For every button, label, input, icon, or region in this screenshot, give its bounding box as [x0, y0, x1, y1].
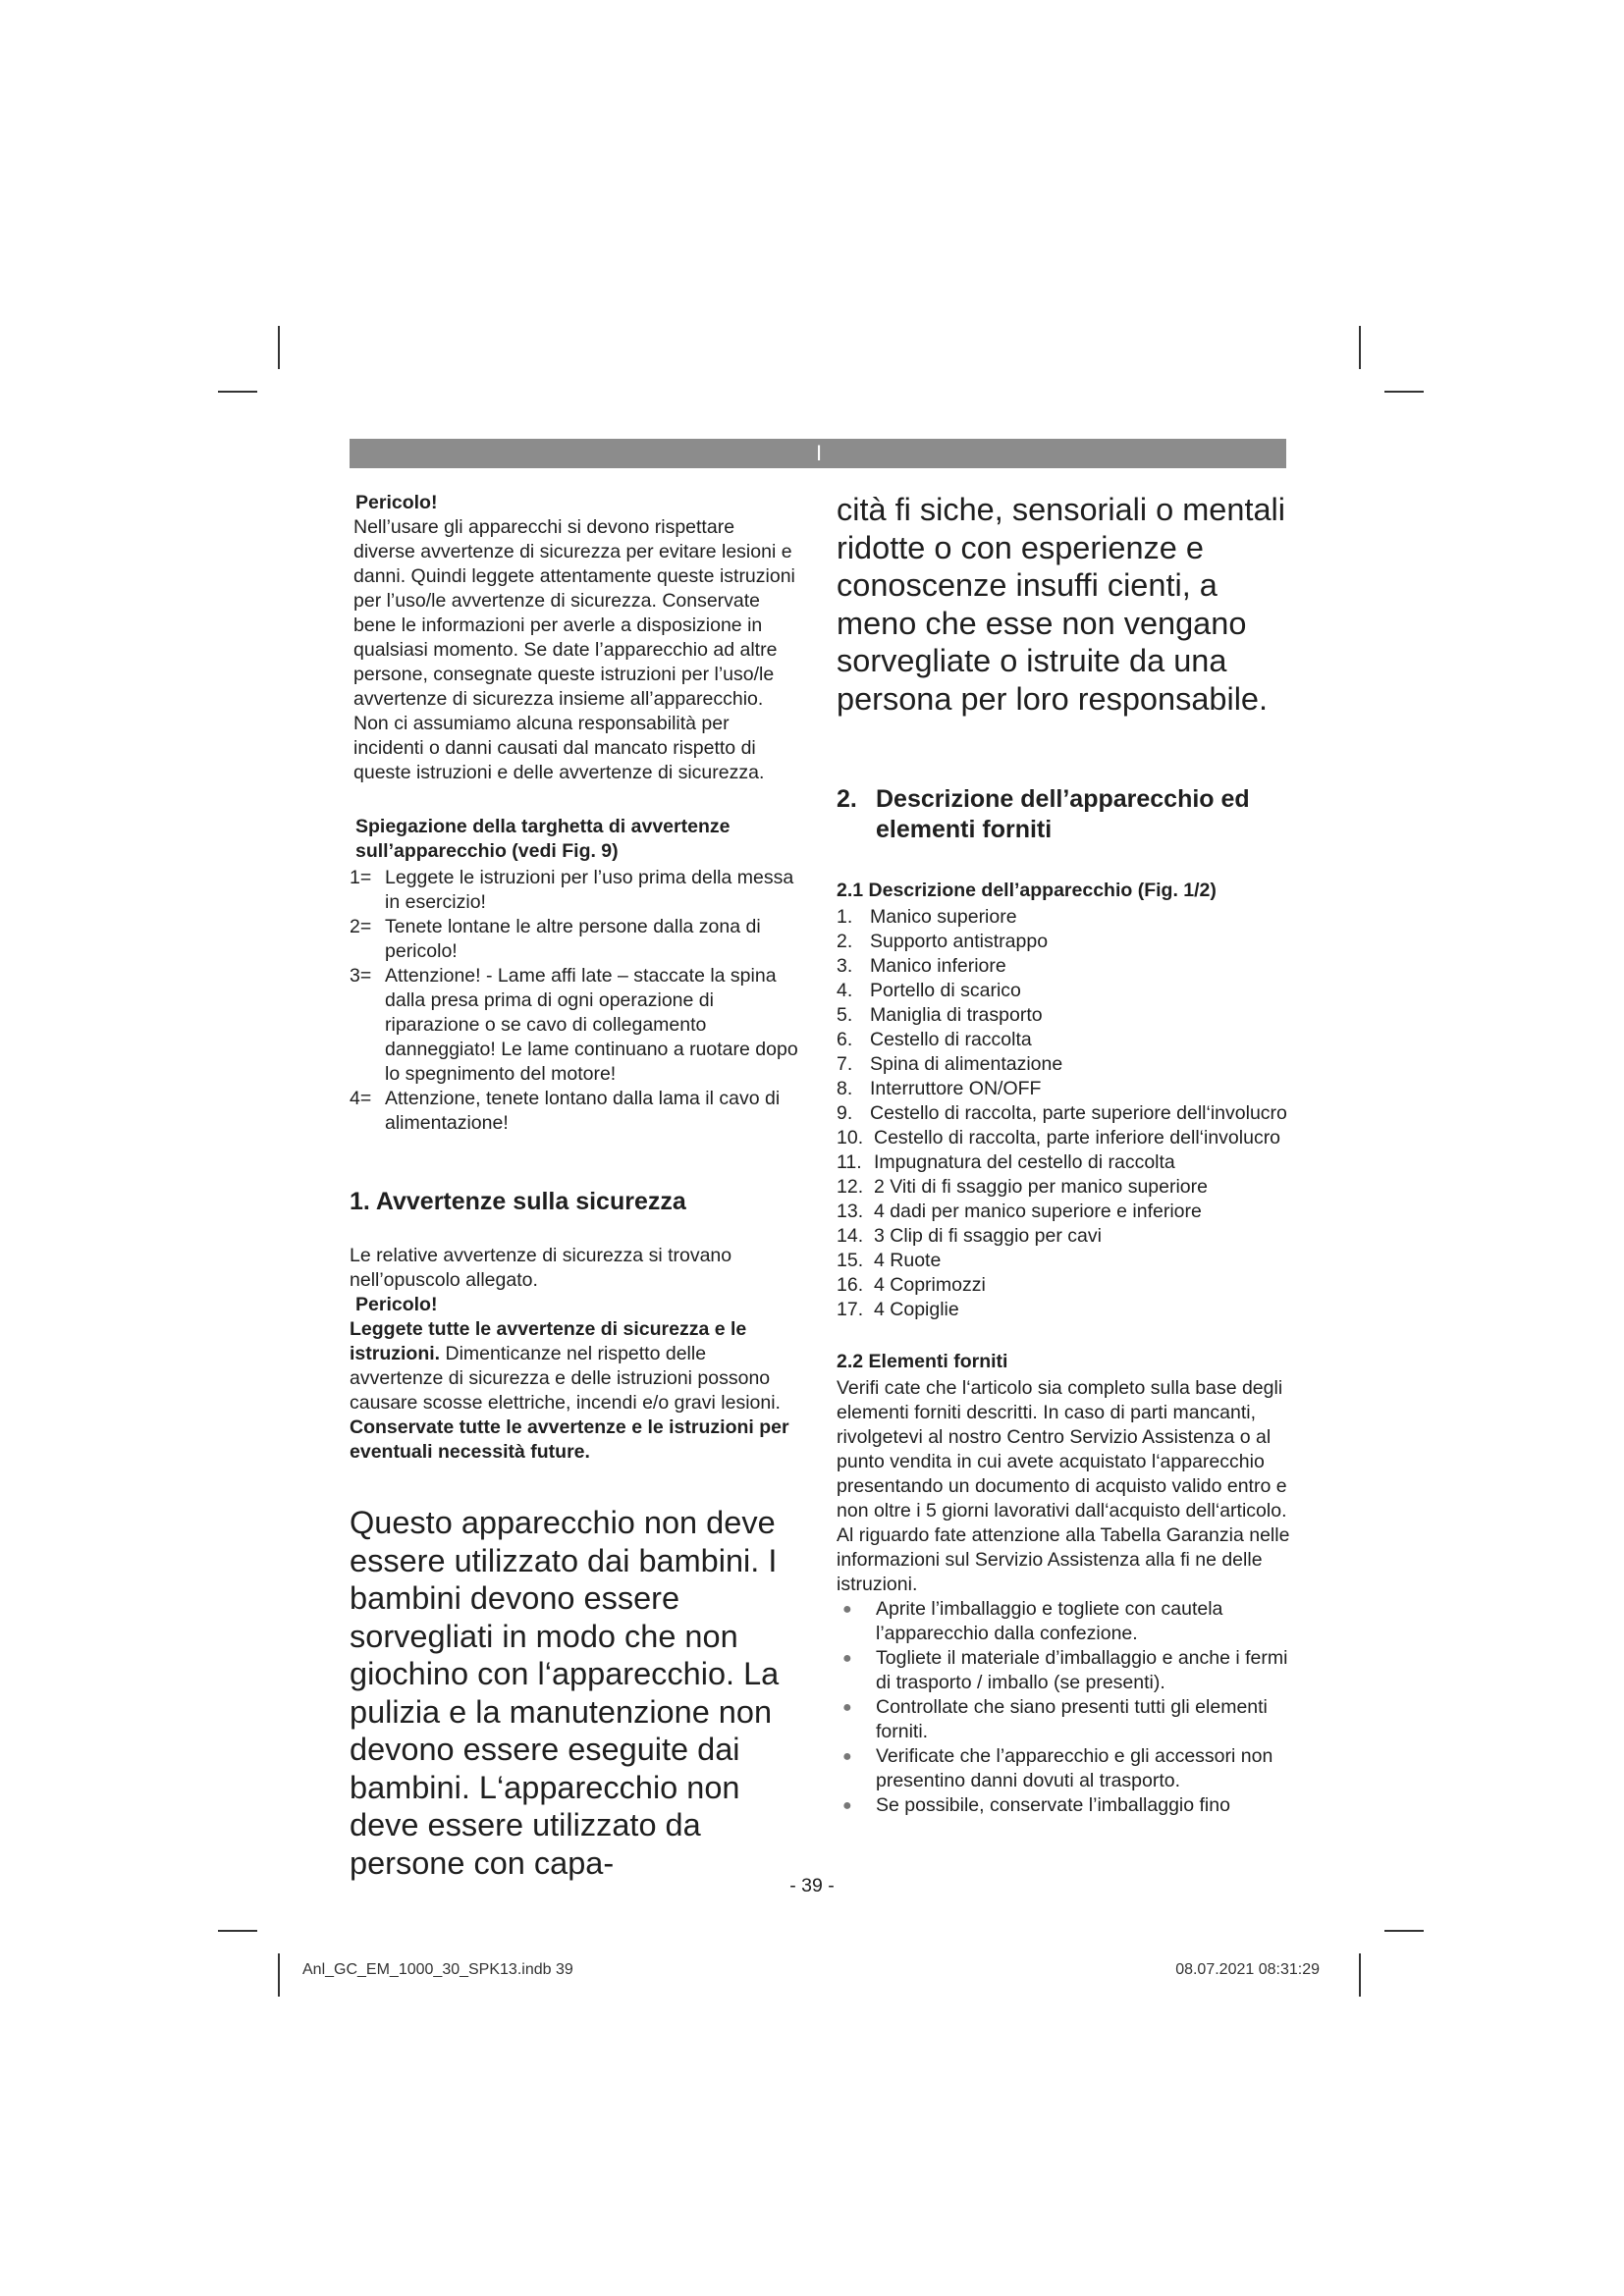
crop-mark	[1384, 391, 1424, 393]
bullet-icon: ●	[842, 1797, 852, 1814]
list-item: 6. Cestello di raccolta	[837, 1029, 1032, 1050]
list-item: 2. Supporto antistrappo	[837, 931, 1049, 952]
crop-mark	[218, 1930, 257, 1932]
list-item: 3. Manico inferiore	[837, 955, 1006, 977]
list-item: 1. Manico superiore	[837, 906, 1017, 928]
section-2-1-title: 2.1 Descrizione dell’apparecchio (Fig. 1/2)	[837, 880, 1217, 901]
list-item: 2= Tenete lontane le altre persone dalla zona di pericolo!	[350, 916, 761, 962]
read-all-bold: Leggete tutte le avvertenze di sicurezza e le istruzioni.	[350, 1318, 747, 1364]
bullet-item: ● Controllate che siano presenti tutti gli elementi forniti.	[842, 1696, 1268, 1742]
children-warning: Questo apparecchio non deve essere utilizzato dai bambini. I bambini devono essere sorvegliati in modo che non giochino con l‘apparecchio. La pulizia e la manutenzione non devono essere eseguite dai bambini. L‘apparecchio non deve essere utilizzato da persone con capa-	[350, 1505, 780, 1881]
list-item: 16. 4 Coprimozzi	[837, 1274, 986, 1296]
bullet-icon: ●	[842, 1699, 852, 1716]
list-item: 8. Interruttore ON/OFF	[837, 1078, 1042, 1099]
list-item: 13. 4 dadi per manico superiore e inferiore	[837, 1201, 1202, 1222]
page-number: - 39 -	[789, 1875, 835, 1896]
danger-text: Nell’usare gli apparecchi si devono rispettare diverse avvertenze di sicurezza per evitare lesioni e danni. Quindi leggete attentamente queste istruzioni per l’uso/le avvertenze di sicurezza. Conservate bene le informazioni per averle a disposizione in qualsiasi momento. Se date l’apparecchio ad altre persone, consegnate queste istruzioni per l’uso/le avvertenze di sicurezza insieme all’apparecchio. Non ci assumiamo alcuna responsabilità per incidenti o danni causati dal mancato rispetto di queste istruzioni e delle avvertenze di sicurezza.	[353, 516, 795, 783]
list-item: 10. Cestello di raccolta, parte inferiore dell‘involucro	[837, 1127, 1281, 1148]
language-header-bar	[350, 439, 1286, 468]
section-2-2-text: Verifi cate che l‘articolo sia completo sulla base degli elementi forniti descritti. In caso di parti mancanti, rivolgetevi al nostro Centro Servizio Assistenza o al punto vendita in cui avete acquistato l‘apparecchio presentando un documento di acquisto valido entro e non oltre i 5 giorni lavorativi dall‘acquisto dell‘articolo. Al riguardo fate attenzione alla Tabella Garanzia nelle informazioni sul Servizio Assistenza alla fi ne delle istruzioni.	[837, 1377, 1290, 1595]
children-warning-cont: cità fi siche, sensoriali o mentali ridotte o con esperienze e conoscenze insuffi cienti, a meno che esse non vengano sorvegliate o istruite da una persona per loro responsabile.	[837, 492, 1285, 717]
crop-mark	[1384, 1930, 1424, 1932]
crop-mark	[1359, 1953, 1361, 1997]
bullet-item: ● Verificate che l’apparecchio e gli accessori non presentino danni dovuti al trasporto.	[842, 1745, 1273, 1791]
section-2-2-title: 2.2 Elementi forniti	[837, 1351, 1008, 1372]
crop-mark	[1359, 326, 1361, 369]
section-1-title: 1. Avvertenze sulla sicurezza	[350, 1188, 686, 1215]
list-item: 17. 4 Copiglie	[837, 1299, 959, 1320]
language-tab: I	[816, 441, 823, 465]
list-item: 4. Portello di scarico	[837, 980, 1021, 1001]
read-all-paragraph	[350, 1317, 799, 1415]
right-column	[837, 491, 1298, 1818]
list-item: 9. Cestello di raccolta, parte superiore dell‘involucro	[837, 1102, 1287, 1124]
label-explain-title: Spiegazione della targhetta di avvertenze sull’apparecchio (vedi Fig. 9)	[355, 816, 731, 862]
section-1-text: Le relative avvertenze di sicurezza si trovano nell’opuscolo allegato.	[350, 1245, 732, 1291]
bullet-item: ● Se possibile, conservate l’imballaggio fino	[842, 1794, 1230, 1816]
list-item: 3= Attenzione! - Lame affi late – staccate la spina dalla presa prima di ogni operazione di riparazione o se cavo di collegamento danneggiato! Le lame continuano a ruotare dopo lo spegnimento del motore!	[350, 965, 798, 1085]
unpacking-bullets	[837, 1597, 1298, 1818]
footer-timestamp: 08.07.2021 08:31:29	[1175, 1961, 1320, 1978]
list-item: 14. 3 Clip di fi ssaggio per cavi	[837, 1225, 1102, 1247]
crop-mark	[218, 391, 257, 393]
list-item: 11. Impugnatura del cestello di raccolta	[837, 1151, 1175, 1173]
list-item: 5. Maniglia di trasporto	[837, 1004, 1043, 1026]
bullet-icon: ●	[842, 1748, 852, 1765]
left-column	[350, 491, 799, 1882]
read-all-text: Dimenticanze nel rispetto delle avvertenze di sicurezza e delle istruzioni possono causare scosse elettriche, incendi e/o gravi lesioni.	[350, 1343, 781, 1414]
keep-instructions: Conservate tutte le avvertenze e le istruzioni per eventuali necessità future.	[350, 1416, 789, 1463]
label-items-list	[350, 866, 799, 1136]
list-item: 4= Attenzione, tenete lontano dalla lama il cavo di alimentazione!	[350, 1088, 781, 1134]
danger-title: Pericolo!	[355, 492, 438, 513]
bullet-item: ● Aprite l’imballaggio e togliete con cautela l’apparecchio dalla confezione.	[842, 1598, 1223, 1644]
bullet-item: ● Togliete il materiale d’imballaggio e anche i fermi di trasporto / imballo (se presenti).	[842, 1647, 1288, 1693]
bullet-icon: ●	[842, 1650, 852, 1667]
bullet-icon: ●	[842, 1601, 852, 1618]
components-list	[837, 905, 1298, 1322]
crop-mark	[278, 1953, 280, 1997]
list-item: 1= Leggete le istruzioni per l’uso prima della messa in esercizio!	[350, 867, 794, 913]
footer-file-name: Anl_GC_EM_1000_30_SPK13.indb 39	[302, 1961, 573, 1978]
list-item: 7. Spina di alimentazione	[837, 1053, 1063, 1075]
danger-2-title: Pericolo!	[355, 1294, 438, 1315]
crop-mark	[278, 326, 280, 369]
section-2-title: 2. Descrizione dell’apparecchio ed elementi forniti	[837, 785, 1250, 843]
list-item: 15. 4 Ruote	[837, 1250, 942, 1271]
list-item: 12. 2 Viti di fi ssaggio per manico superiore	[837, 1176, 1208, 1198]
